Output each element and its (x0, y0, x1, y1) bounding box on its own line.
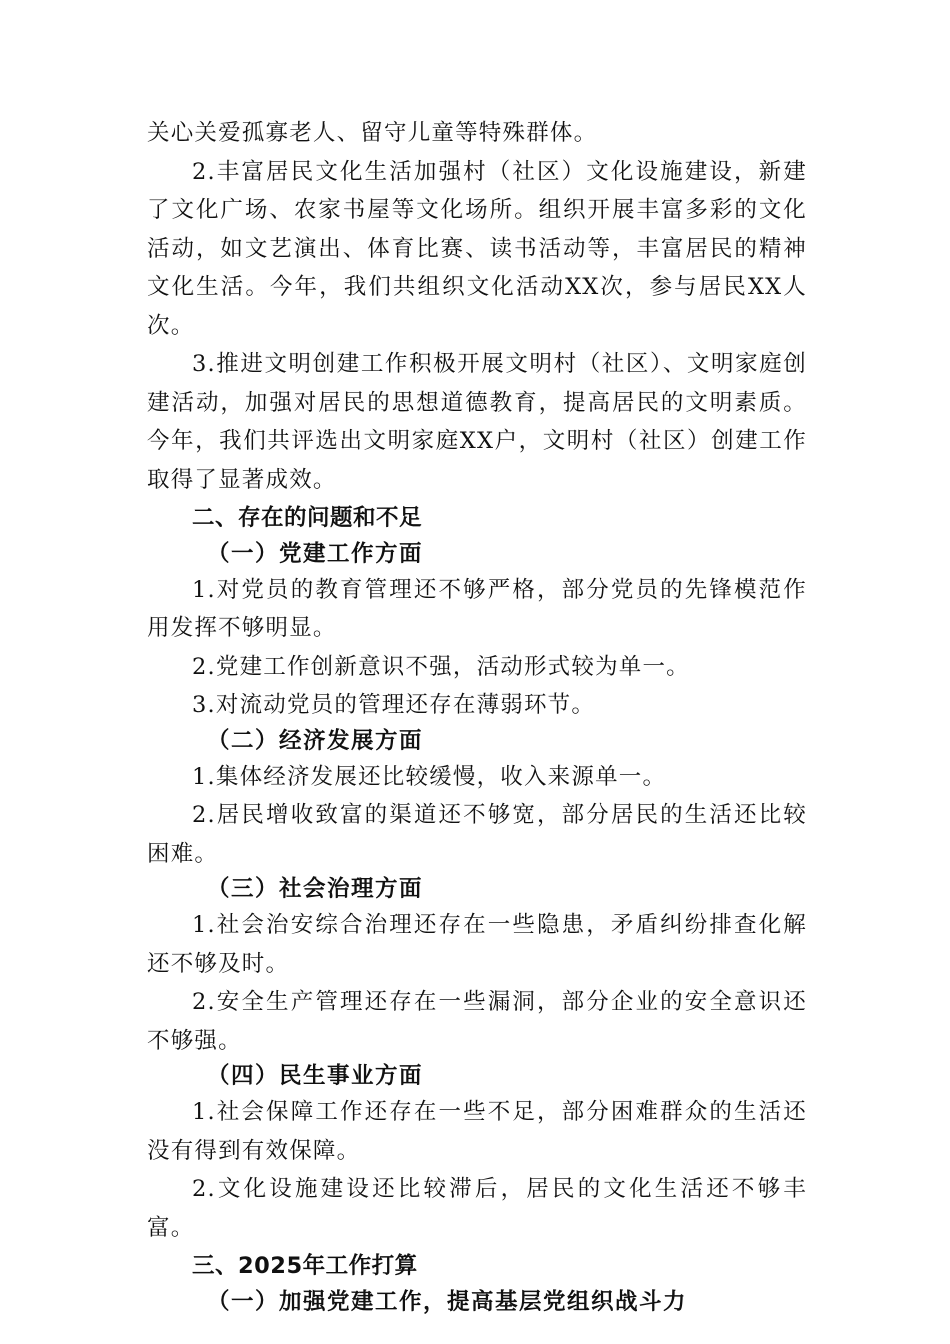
paragraph-public-security: 1.社会治安综合治理还存在一些隐患，矛盾纠纷排查化解还不够及时。 (147, 912, 807, 977)
paragraph-care-special-groups: 关心关爱孤寡老人、留守儿童等特殊群体。 (147, 120, 598, 146)
subheading-governance: （三）社会治理方面 (207, 876, 424, 902)
paragraph-mobile-members: 3.对流动党员的管理还存在薄弱环节。 (192, 692, 596, 718)
paragraph-party-innovation: 2.党建工作创新意识不强，活动形式较为单一。 (192, 653, 690, 680)
paragraph-culture-life: 2.丰富居民文化生活加强村（社区）文化设施建设，新建了文化广场、农家书屋等文化场所。组织开展丰富多彩的文化活动，如文艺演出、体育比赛、读书活动等，丰富居民的精神文化生活。今年，我们共组织文化活动XX次，参与居民XX人次。 (147, 158, 807, 339)
subheading-strengthen-party: （一）加强党建工作，提高基层党组织战斗力 (207, 1288, 688, 1315)
subheading-livelihood: （四）民生事业方面 (207, 1063, 424, 1089)
paragraph-cultural-facilities: 2.文化设施建设还比较滞后，居民的文化生活还不够丰富。 (147, 1176, 807, 1241)
paragraph-income-channels: 2.居民增收致富的渠道还不够宽，部分居民的生活还比较困难。 (147, 802, 807, 867)
subheading-party-building: （一）党建工作方面 (207, 540, 424, 567)
paragraph-party-education: 1.对党员的教育管理还不够严格，部分党员的先锋模范作用发挥不够明显。 (147, 576, 807, 641)
paragraph-collective-economy: 1.集体经济发展还比较缓慢，收入来源单一。 (192, 763, 667, 790)
paragraph-social-security: 1.社会保障工作还存在一些不足，部分困难群众的生活还没有得到有效保障。 (147, 1099, 807, 1164)
section-heading-problems: 二、存在的问题和不足 (192, 505, 423, 531)
document-body (147, 114, 807, 1319)
paragraph-civilization-building: 3.推进文明创建工作积极开展文明村（社区）、文明家庭创建活动，加强对居民的思想道德教育，提高居民的文明素质。今年，我们共评选出文明家庭XX户，文明村（社区）创建工作取得了显著成效。 (147, 351, 807, 493)
section-heading-plan-2025: 三、2025年工作打算 (192, 1253, 418, 1279)
subheading-economy: （二）经济发展方面 (207, 727, 424, 754)
paragraph-production-safety: 2.安全生产管理还存在一些漏洞，部分企业的安全意识还不够强。 (147, 989, 807, 1054)
